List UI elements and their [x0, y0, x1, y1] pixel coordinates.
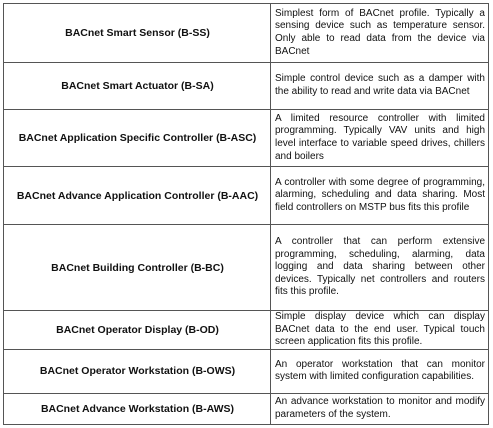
profile-name-cell: BACnet Advance Application Controller (B-AAC)	[4, 167, 271, 225]
profile-name-cell: BACnet Operator Display (B-OD)	[4, 311, 271, 350]
table-row	[4, 63, 489, 110]
bacnet-profiles-table	[3, 3, 489, 425]
table-row	[4, 393, 489, 424]
profile-description-cell: A limited resource controller with limited programming. Typically VAV units and high level interface to variable speed drives, chillers and boilers	[271, 110, 489, 167]
profile-name-cell: BACnet Advance Workstation (B-AWS)	[4, 393, 271, 424]
profile-name-cell: BACnet Smart Sensor (B-SS)	[4, 4, 271, 63]
profile-description-cell: A controller with some degree of programming, alarming, scheduling and data sharing. Most field controllers on MSTP bus fits this profile	[271, 167, 489, 225]
profile-description-cell: An operator workstation that can monitor system with limited configuration capabilities.	[271, 349, 489, 393]
profile-name-cell: BACnet Smart Actuator (B-SA)	[4, 63, 271, 110]
profile-description-cell: An advance workstation to monitor and modify parameters of the system.	[271, 393, 489, 424]
profile-description-cell: Simple control device such as a damper with the ability to read and write data via BACnet	[271, 63, 489, 110]
table-row	[4, 167, 489, 225]
table-row	[4, 349, 489, 393]
table-row	[4, 311, 489, 350]
profile-name-cell: BACnet Application Specific Controller (B-ASC)	[4, 110, 271, 167]
profile-name-cell: BACnet Building Controller (B-BC)	[4, 225, 271, 311]
table-row	[4, 225, 489, 311]
profile-description-cell: A controller that can perform extensive programming, scheduling, alarming, data logging and data sharing between other devices. Typically net controllers and routers fits this profile.	[271, 225, 489, 311]
profile-name-cell: BACnet Operator Workstation (B-OWS)	[4, 349, 271, 393]
profile-description-cell: Simple display device which can display BACnet data to the end user. Typical touch screen application fits this profile.	[271, 311, 489, 350]
profile-description-cell: Simplest form of BACnet profile. Typically a sensing device such as temperature sensor. Only able to read data from the device via BACnet	[271, 4, 489, 63]
table-row	[4, 110, 489, 167]
table-row	[4, 4, 489, 63]
